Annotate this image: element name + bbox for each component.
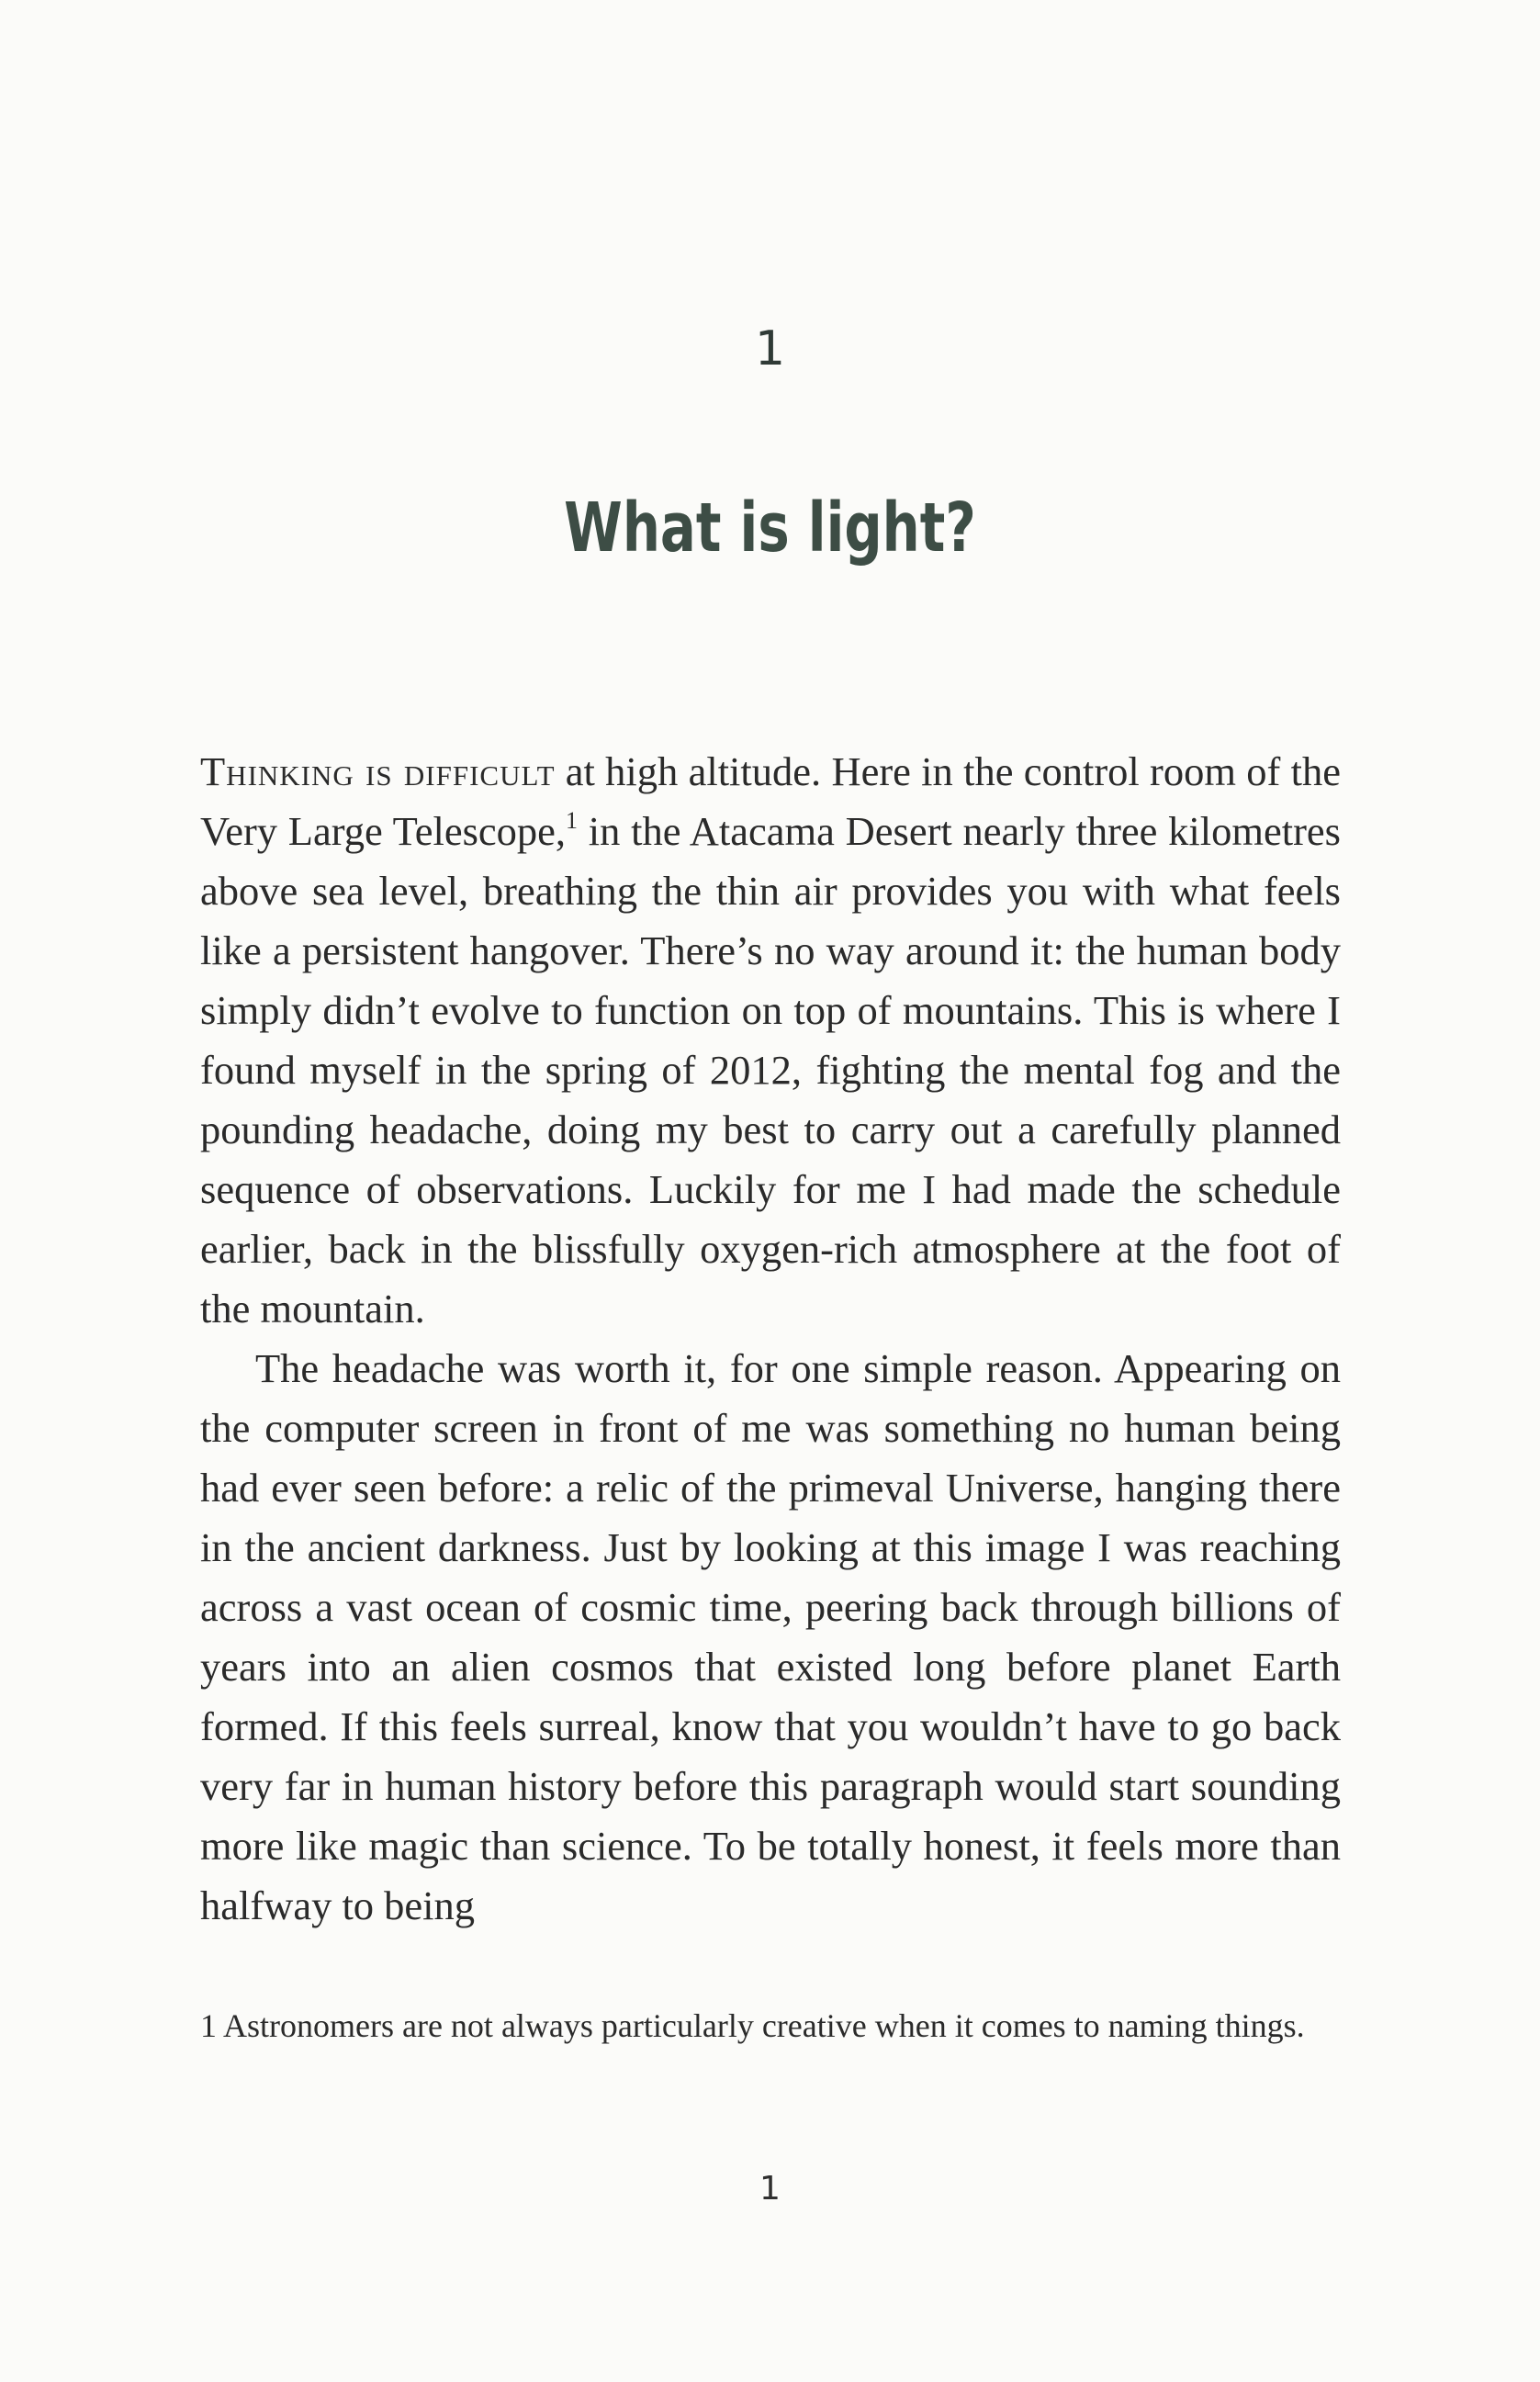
chapter-number: 1 (754, 321, 786, 376)
paragraph-1-text-b: in the Atacama Desert nearly three kilometres above sea level, breathing the thin air provides you with what feels like a persistent hangover. There’s no way around it: the human body simply didn’t evolve to function on top of mountains. This is where I found myself in the spring of 2012, fighting the mental fog and the pounding headache, doing my best to carry out a carefully planned sequence of observations. Luckily for me I had made the schedule earlier, back in the blissfully oxygen-rich atmosphere at the foot of the mountain. (200, 808, 1341, 1331)
footnote (200, 2002, 1341, 2050)
lead-in-smallcaps: Thinking is difficult (200, 748, 556, 794)
chapter-title: What is light? (564, 489, 976, 567)
page-number: 1 (759, 2170, 781, 2208)
paragraph-1 (200, 742, 1341, 1339)
paragraph-1-text-a: at high altitude. Here in the control room of the Very Large Telescope, (200, 748, 1341, 854)
paragraph-2: The headache was worth it, for one simple reason. Appearing on the computer screen in front of me was something no human being had ever seen before: a relic of the primeval Universe, hanging there in the ancient darkness. Just by looking at this image I was reaching across a vast ocean of cosmic time, peering back through billions of years into an alien cosmos that existed long before planet Earth formed. If this feels surreal, know that you wouldn’t have to go back very far in human history before this paragraph would start sounding more like magic than science. To be totally honest, it feels more than halfway to being (200, 1345, 1341, 1928)
footnote-text: Astronomers are not always particularly creative when it comes to naming things. (217, 2007, 1305, 2044)
footnote-reference: 1 (566, 807, 579, 834)
footnote-number: 1 (200, 2007, 217, 2044)
body-text (200, 742, 1341, 1936)
